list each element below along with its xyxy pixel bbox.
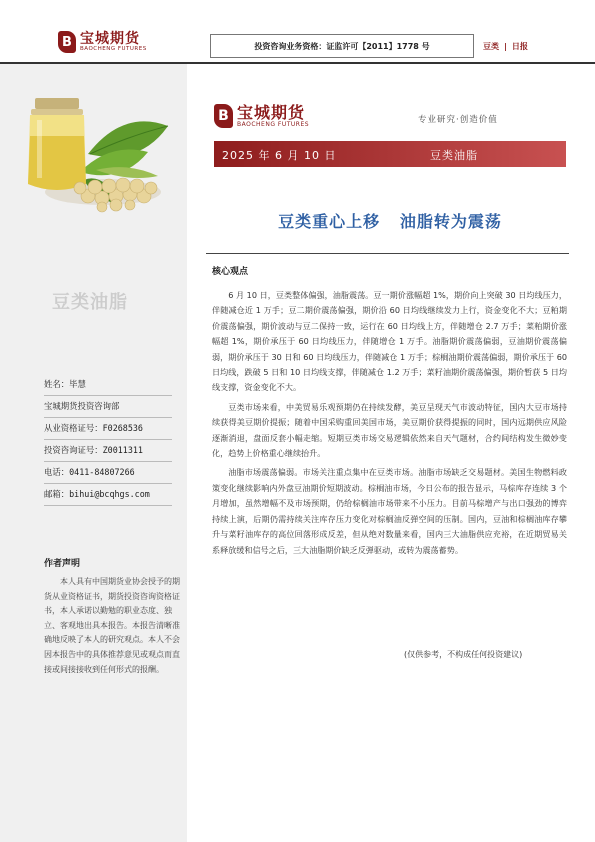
disclaimer-text: 本人具有中国期货业协会授予的期货从业资格证书，期货投资咨询资格证书，本人承诺以勤勉的职业态度、独立、客观地出具本报告。本报告清晰准确地反映了本人的研究观点。本人不会因本报告中的具体推荐意见或观点而直接或间接接收到任何形式的报酬。 [44, 577, 180, 674]
author-name: 姓名：毕慧 [44, 379, 86, 389]
logo-cn-text: 宝城期货 [237, 102, 306, 122]
author-license-no: 从业资格证号：F0268536 [44, 423, 143, 433]
body-paragraph: 油脂市场震荡偏弱。市场关注重点集中在豆类市场。油脂市场缺乏交易题材。美国生物燃料政策变化继续影响内外盘豆油期价短期波动。棕榈油市场，今日公布的报告显示，马棕库存连续 3 个月增加，虽然增幅不及市场预期，仍给棕榈油市场带来不小压力。目前马棕增产与出口强劲的博弈持续上演，后期仍需持续关注库存压力变化对棕榈油反弹空间的压制。国内，豆油和棕榈油库存攀升与菜籽油库存的高位回落形成反差，但从绝对数量来看，国内三大油脂供应充裕，在近期贸易关系释放缓和信号之后，三大油脂期价缺乏反弹驱动，或转为震荡蓄势。 [212, 467, 567, 555]
soybean-oil-illustration [18, 84, 183, 264]
logo-en-text: BAOCHENG FUTURES [237, 120, 310, 128]
author-email: 邮箱：bihui@bcqhgs.com [44, 489, 150, 499]
license-box: 投资咨询业务资格：证监许可【2011】1778 号 [210, 34, 474, 58]
contact-divider [44, 505, 172, 506]
report-title: 豆类重心上移 油脂转为震荡 [278, 212, 502, 231]
header-category-label: 豆类 [483, 42, 499, 51]
company-logo [58, 31, 147, 53]
author-consult-no: 投资咨询证号：Z0011311 [44, 445, 143, 455]
disclaimer-title: 作者声明 [44, 559, 81, 569]
author-contact [44, 374, 172, 506]
body-paragraph: 6 月 10 日，豆类整体偏强，油脂震荡。豆一期价涨幅超 1%，期价向上突破 30 日均线压力，伴随减仓近 1 万手；豆二期价震荡偏强，期价沿 60 日均线继续发力上行，资金变化不大；豆粕期价震荡偏强，期价波动与豆二保持一致，运行在 60 日均线上方，伴随增仓 2.7 万手；菜粕期价涨幅超 1%，期价承压于 60 日均线压力，伴随增仓 1 万手。油脂期价震荡偏弱，豆油期价震荡偏弱，期价承压于 30 日和 60 日均线压力，伴随减仓 1 万手；棕榈油期价震荡偏弱，期价承压于 60 日均线，跌破 5 日和 10 日均线支撑，伴随减仓 1.2 万手；菜籽油期价震荡偏强，期价暂获 5 日均线支撑，资金变化不大。 [212, 290, 567, 393]
report-category: 豆类油脂 [430, 149, 478, 162]
page-header [0, 0, 595, 62]
header-category [483, 41, 528, 52]
core-view-heading: 核心观点 [212, 267, 249, 277]
date-banner [214, 141, 566, 167]
report-logo [214, 104, 309, 128]
logo-mark-icon: B [58, 31, 76, 53]
author-phone: 电话：0411-84807266 [44, 467, 135, 477]
body-paragraph: 豆类市场来看，中美贸易乐观预期仍在持续发酵，美豆呈现天气市波动特征，国内大豆市场持续获得美豆期价提振；随着中国采购重回美国市场，美豆期价获得提振的同时，国内远期供应风险逐渐消退，盘面反套小幅走缩。短期豆类市场交易逻辑依然来自天气题材，合约间结构发生微妙变化，趋势上价格重心继续抬升。 [212, 401, 567, 459]
investment-note: (仅供参考，不构成任何投资建议) [404, 650, 523, 659]
title-divider [206, 253, 569, 254]
header-divider: | [504, 42, 507, 51]
report-body [212, 288, 567, 562]
author-department: 宝城期货投资咨询部 [44, 401, 120, 411]
company-slogan: 专业研究·创造价值 [418, 115, 498, 125]
header-report-type: 日报 [511, 42, 528, 51]
logo-mark-icon: B [214, 104, 233, 128]
logo-en-text: BAOCHENG FUTURES [80, 45, 147, 52]
report-date: 2025 年 6 月 10 日 [222, 149, 337, 162]
sidebar-title: 豆类油脂 [52, 292, 128, 313]
logo-cn-text: 宝城期货 [80, 30, 140, 47]
